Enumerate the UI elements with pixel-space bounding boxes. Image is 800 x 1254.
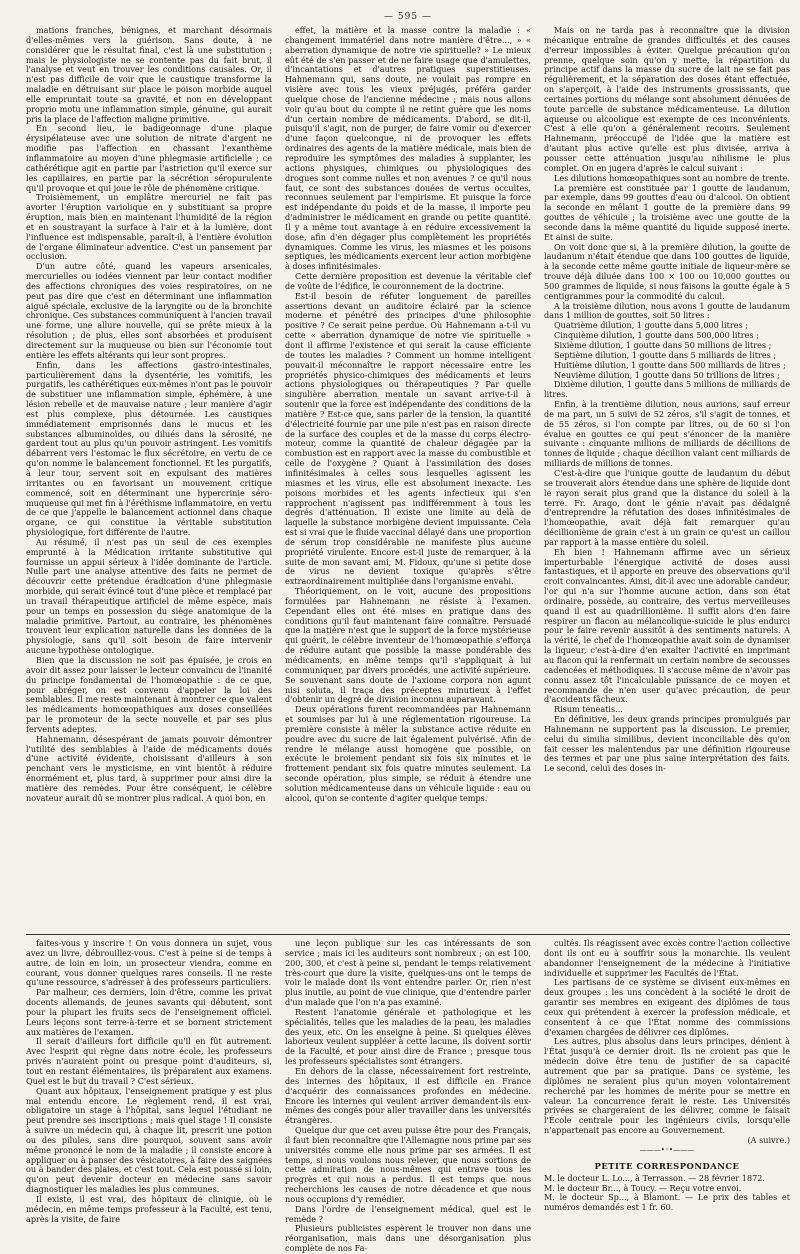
ornament-divider: ———•◦•——— bbox=[639, 1145, 695, 1154]
paragraph: cultés. Ils réagissent avec excès contre l'action collective dont ils ont eu à souffrir sous la monarchie. Ils veulent abandonner l'enseignement de la médecine à l'initiative individuelle et supprimer les Facultés de l'État. bbox=[544, 938, 790, 978]
paragraph: A la troisième dilution, nous avons 1 goutte de laudanum dans 1 million de gouttes, soit 50 litres : bbox=[544, 300, 790, 321]
correspondence-list bbox=[544, 1174, 790, 1213]
paragraph: Mais on ne tarda pas à reconnaître que la division mécanique entraîne de grandes difficultés et des causes d'erreur impossibles à éviter. Quelque précaution qu'on prenne, quelque soin qu'on y mette, la répartition du principe actif dans la masse du sucre de lait ne se fait pas régulièrement, et la séparation des doses étant effectuée, on s'aperçoit, à l'aide des instruments grossissants, que certaines portions du mélange sont absolument dénuées de toute parcelle de substance médicamenteuse. La dilution aqueuse ou alcoolique est exempte de ces inconvénients. C'est à elle qu'on a généralement recours. Seulement Hahnemann, préoccupé de l'idée que la matière est d'autant plus active qu'elle est plus divisée, arriva à pousser cette atténuation jusqu'au nihilisme le plus complet. On en jugera d'après le calcul suivant : bbox=[544, 25, 790, 173]
paragraph: effet, la matière et la masse contre la maladie : « changement immatériel dans notre manière d'être..., » « aberration dynamique de notre vie spirituelle? » Le mieux eût été de s'en passer et de ne faire usage que d'amulettes, d'incantations et d'autres pratiques superstitieuses. Hahnemann qui, sans doute, ne voulait pas rompre en visière avec tous les vieux préjugés, préféra garder quelque chose de l'ancienne médecine ; mais nous allons voir qu'au bout du compte il ne retint guère que les noms d'un certain nombre de médicaments. D'abord, se dit-il, puisqu'il s'agit, non de purger, de faire vomir ou d'exercer d'une façon quelconque, ni de provoquer les effets ordinaires des agents de la matière médicale, mais bien de reproduire les symptômes des maladies à supplanter, les actions physiques, chimiques ou physiologiques des drogues sont comme nulles et non avenues ? ce qu'il nous faut, ce sont des substances douées de vertus occultes, reconnues seulement par l'empirisme. Et puisque la force est indépendante du poids et de la masse, il importe peu d'administrer le médicament en grande ou petite quantité. Il y a même tout avantage à en réduire excessivement la dose, afin d'en dégager plus complètement les propriétés dynamiques. Comme les virus, les miasmes et les poisons septiques, les médicaments exercent leur action morbigène à doses infinitésimales. bbox=[285, 25, 531, 272]
paragraph: Hahnemann, désespérant de jamais pouvoir démontrer l'utilité des semblables à l'aide de médicaments doués d'une activité évidente, choisissant d'ailleurs à son penchant vers le mysticisme, en vint bientôt à réduire énormément et, plus tard, à supprimer pour ainsi dire la matière des remèdes. Pour être conséquent, le célèbre novateur aurait dû se montrer plus radical. A quoi bon, en bbox=[26, 733, 272, 803]
page-number: — 595 — bbox=[384, 12, 432, 22]
paragraph: Quelque dur que cet aveu puisse être pour des Français, il faut bien reconnaître que l'Allemagne nous prime par ses universités comme elle nous prime par ses armées. Il est temps, si nous voulons nous relever, que nous sortions de cette admiration de nous-mêmes qui entrave tous les progrès et qui nous a perdus. Il est temps que nous recherchions les causes de notre décadence et que nous nous occupions d'y remédier. bbox=[285, 1125, 531, 1204]
lower-column-2 bbox=[285, 939, 531, 1254]
paragraph: Bien que la discussion ne soit pas épuisée, je crois en avoir dit assez pour laisser le lecteur convaincu de l'inanité du principe fondamental de l'homœopathie : de ce que, pour abréger, on est convenu d'appeler la loi des semblables. Il me reste maintenant à montrer ce que valent les médicaments homœopathiques aux doses conseillées par le promoteur de la secte nouvelle et par ses plus fervents adeptes. bbox=[26, 655, 272, 734]
lower-column-3 bbox=[544, 939, 790, 1254]
upper-column-1 bbox=[26, 26, 272, 931]
paragraph: Les autres, plus absolus dans leurs principes, dénient à l'État jusqu'à ce dernier droit. Ils ne croient pas que le médecin doive être tenu de justifier de sa capacité autrement que par sa pratique. Dans ce système, les diplômes ne seraient plus qu'un moyen volontairement recherché par les hommes de mérite pour se mettre en valeur. La concurrence ferait le reste. Les Universités privées se chargeraient de les délivrer, comme le faisait l'École centrale pour les ingénieurs civils, lorsqu'elle n'appartenait pas encore au Gouvernement. bbox=[544, 1036, 790, 1136]
paragraph: En second lieu, le badigeonnage d'une plaque érysipélateuse avec une solution de nitrate d'argent ne modifie pas l'affection en chassant l'exanthème inflammatoire au moyen d'une phlegmasie artificielle ; ce cathérétique agit en partie par l'astriction qu'il exerce sur les capillaires, en partie par la sécrétion séropurulente qu'il provoque et qui joue le rôle de phénomène critique. bbox=[26, 123, 272, 193]
correspondence-item: M. le docteur Br..., à Toucy. — Reçu votre envoi. bbox=[544, 1182, 742, 1193]
paragraph: Sixième dilution, 1 goutte dans 50 millions de litres ; bbox=[554, 340, 772, 350]
paragraph: Troisièmement, un emplâtre mercuriel ne fait pas avorter l'éruption variolique en y substituant sa propre éruption, mais bien en maintenant l'humidité de la région et en soustrayant la surface à l'air et à la lumière, dont l'influence est indispensable, paraît-il, à l'entière évolution de l'organe éliminateur adventice. C'est un pansement par occlusion. bbox=[26, 192, 272, 262]
paragraph: Les partisans de ce système se divisent eux-mêmes en deux groupes : les uns concèdent à la société le droit de garantir ses membres en exigeant des diplômes de tous ceux qui prétendent à exercer la profession médicale, et consentent à ce que l'État nomme des commissions d'examen chargées de délivrer ces diplômes. bbox=[544, 977, 790, 1037]
paragraph: Risum teneatis... bbox=[554, 704, 623, 715]
paragraph: Quatrième dilution, 1 goutte dans 5,000 litres ; bbox=[554, 320, 748, 331]
paragraph: En dehors de la classe, nécessairement fort restreinte, des internes des hôpitaux, il est difficile en France d'acquérir des connaissances profondes en médecine. Encore les internes qui veulent arriver demandent-ils eux-mêmes des congés pour aller travailler dans les universités étrangères. bbox=[285, 1065, 531, 1126]
lower-column-1 bbox=[26, 939, 272, 1254]
paragraph: Il existe, il est vrai, des hôpitaux de clinique, où le médecin, en même temps professeur à la Faculté, est tenu, après la visite, de faire bbox=[26, 1193, 272, 1224]
correspondence-item: M. le docteur L. Lo..., à Terrasson. — 28 février 1872. bbox=[544, 1172, 765, 1183]
paragraph: D'un autre côté, quand les vapeurs arsenicales, mercurielles ou iodées viennent par leur contact modifier des affections chroniques des voies respiratoires, on ne peut pas dire que c'est en déterminant une inflammation aiguë spéciale, exclusive de la laryngite ou de la bronchite chronique. Ces substances communiquent à l'ancien travail une forme, une allure nouvelle, qui se prête mieux à la résolution ; de plus, elles sont absorbées et produisent directement sur la muqueuse ou bien sur l'économie tout entière les effets altérants qui leur sont propres. bbox=[26, 261, 272, 360]
paragraph: Au résumé, il n'est pas un seul de ces exemples emprunté à la Médication irritante substitutive qui fournisse un appui sérieux à l'idée dominante de l'article. Nulle part une analyse attentive des faits ne permet de découvrir cette prétendue éradication d'une phlegmasie morbide, qui serait évincé tout d'une pièce et remplacé par un travail thérapeutique artificiel de même espèce, mais pour un temps en possession du siège anatomique de la maladie primitive. Partout, au contraire, les phénomènes trouvent leur explication naturelle dans les données de la physiologie, sans qu'il soit besoin de faire intervenir aucune hypothèse ontologique. bbox=[26, 536, 272, 656]
paragraph: mations franches, bénignes, et marchant désormais d'elles-mêmes vers la guérison. Sans doute, à ne considérer que le résultat final, c'est là une substitution ; mais le physiologiste ne se contente pas du fait brut, il l'analyse et veut en trouver les conditions causales. Or, il n'est pas difficile de voir que le caustique transforme la maladie en détruisant sur place le poison morbide auquel elle empruntait toute sa gravité, et non en développant proprio motu une inflammation simple, génuine, qui aurait pris la place de l'affection maligne primitive. bbox=[26, 25, 272, 124]
paragraph: une leçon publique sur les cas intéressants de son service ; mais ici les auditeurs sont nombreux ; on est 100, 200, 300, et c'est à peine si, pendant le temps relativement très-court que dure la visite, quelques-uns ont le temps de voir le malade dont ils vont entendre parler. Or, rien n'est plus inutile, au point de vue clinique, que d'entendre parler d'un malade que l'on n'a pas examiné. bbox=[285, 938, 531, 1008]
paragraph: Restent l'anatomie générale et pathologique et les spécialités, telles que les maladies de la peau, les maladies des yeux, etc. On les enseigne à peine. Si quelques élèves laborieux veulent suppléer à cette lacune, ils doivent sortir de la Faculté, et pour ainsi dire de France ; presque tous les professeurs spécialistes sont étrangers. bbox=[285, 1006, 531, 1067]
paragraph: Cinquième dilution, 1 goutte dans 500,000 litres ; bbox=[554, 330, 759, 341]
paragraph: Les dilutions homœopathiques sont au nombre de trente. bbox=[554, 172, 790, 183]
correspondence-item: M. le docteur Sp..., à Blamont. — Le prix des tables et numéros demandés est 1 fr. 60. bbox=[544, 1192, 790, 1213]
paragraph: Il serait d'ailleurs fort difficile qu'il en fût autrement. Avec l'esprit qui règne dans notre école, les professeurs privés n'auraient point ou presque point d'auditeurs, si, tout en restant élémentaires, ils préparaient aux examens. Quel est le but du travail ? C'est sérieux. bbox=[26, 1036, 272, 1086]
correspondence-heading: PETITE CORRESPONDANCE bbox=[594, 1160, 740, 1171]
paragraph: Est-il besoin de réfuter longuement de pareilles assertions devant un auditoire éclairé par la science moderne et pénétré des principes d'une philosophie positive ? Ce serait peine perdue. Où Hahnemann a-t-il vu cette « aberration dynamique de notre vie spirituelle » dont il affirme l'existence et qui serait la cause efficiente de toutes les maladies ? Comment un homme intelligent pouvait-il méconnaître le rapport nécessaire entre les propriétés physico-chimiques des médicaments et leurs actions physiologiques ou thérapeutiques ? Par quelle singulière aberration mentale un savant arrive-t-il à soutenir que la force est indépendante des conditions de la matière ? Est-ce que, sans parler de la tension, la quantité d'électricité fournie par une pile n'est pas en raison directe de la surface des couples et de la masse du corps électro-moteur, comme la quantité de chaleur dégagée par la combustion est en rapport avec la masse du combustible et celle de l'oxygène ? Quant à l'assimilation des doses infinitésimales à celles sous lesquelles agissent les miasmes et les virus, elle est absolument inexacte. Les poisons morbides et les agents infectieux qui s'en rapprochent n'agissent pas indifféremment à tous les degrés d'atténuation. Il existe une limite au delà de laquelle la substance morbigène devient impuissante. Cela est si vrai que le fluide vaccinal délayé dans une proportion de sérum trop considérable ne manifeste plus aucune propriété virulente. Encore est-il juste de remarquer, à la suite de mon savant ami, M. Fidoux, qu'une si petite dose de virus ne devient toxique qu'après s'être extraordinairement multipliée dans l'organisme envahi. bbox=[285, 290, 531, 587]
paragraph: Huitième dilution, 1 goutte dans 500 milliards de litres ; bbox=[554, 359, 786, 370]
paragraph: La première est constituée par 1 goutte de laudanum, par exemple, dans 99 gouttes d'eau ou d'alcool. On obtient la seconde en mêlant 1 goutte de la première dans 99 gouttes de véhicule ; la troisième avec une goutte de la seconde dans la même quantité du liquide supposé inerte. Et ainsi de suite. bbox=[544, 182, 790, 242]
section-divider-rule bbox=[26, 934, 790, 935]
paragraph: Par malheur, ces derniers, loin d'être, comme les privat docents allemands, de jeunes savants qui débutent, sont pour la plupart les fruits secs de l'enseignement officiel. Leurs leçons sont terre-à-terre et se bornent strictement aux matières de l'examen. bbox=[26, 987, 272, 1037]
paragraph: Septième dilution, 1 goutte dans 5 milliards de litres ; bbox=[554, 349, 777, 360]
paragraph: Cette dernière proposition est devenue la véritable clef de voûte de l'édifice, le couronnement de la doctrine. bbox=[285, 271, 531, 291]
paragraph: Neuvième dilution, 1 goutte dans 50 trillions de litres ; bbox=[554, 369, 780, 380]
upper-column-3 bbox=[544, 26, 790, 931]
paragraph: C'est-à-dire que l'unique goutte de laudanum du début se trouverait alors étendue dans une sphère de liquide dont le rayon serait plus grand que la distance du soleil à la terre. Fr. Arago, dont le génie n'avait pas dédaigné d'entreprendre la réfutation des doses infinitésimales de l'homœopathie, avait déjà fait remarquer qu'au décillionième de grain c'est à un grain ce qu'est un caillou par rapport à la masse entière du soleil. bbox=[544, 467, 790, 547]
paragraph: Eh bien ! Hahnemann affirme avec un sérieux imperturbable l'énergique activité de doses aussi fantastiques, et il apporte en preuve des observations qu'il croit convaincantes. Ainsi, dit-il avec une adorable candeur, l'or qui n'a sur l'homme aucune action, dans son état ordinaire, possède, au contraire, des vertus merveilleuses quand il est au quadrillionième. Il suffit alors d'en faire respirer un flacon au mélancolique-suicide le plus endurci pour le faire revenir aussitôt à des sentiments naturels. A la vérité, le chef de l'homœopathie avait soin de dynamiser la liqueur, c'est-à-dire d'en exalter l'activité en imprimant au flacon qui la renfermait un certain nombre de secousses cadencées et méthodiques. Il s'accuse même de n'avoir pas connu assez tôt l'incalculable puissance de ce moyen et recommande de n'en user qu'avec précaution, de peur d'accidents fâcheux. bbox=[544, 546, 790, 705]
lower-article bbox=[26, 938, 790, 1254]
paragraph: En définitive, les deux grands principes promulgués par Hahnemann ne supportent pas la discussion. Le premier, celui du similia similibus, devient inconciliable dès qu'on fait cesser les malentendus par une définition rigoureuse des termes et par une plus saine interprétation des faits. Le second, celui des doses in- bbox=[544, 714, 790, 774]
paragraph: faites-vous y inscrire ! On vous donnera un sujet, vous avez un livre, débrouillez-vous. C'est à peine si de temps à autre, de loin en loin, un prosecteur viendra, comme en courant, vous donner quelques rares conseils. Il ne reste qu'une ressource, s'adresser à des professeurs particuliers. bbox=[26, 938, 272, 988]
paragraph: Enfin, dans les affections gastro-intestinales, particulièrement dans la dysentérie, les vomitifs, les purgatifs, les cathérétiques eux-mêmes n'ont pas le pouvoir de substituer une inflammation simple, éphémère, à une lésion rebelle et de mauvaise nature ; leur manière d'agir est plus complexe, plus détournée. Les caustiques immédiatement emprisonnés dans le mucus et les substances albuminoïdes, ou dilués dans la sérosité, ne gardent tout au plus qu'un pouvoir astringent. Les vomitifs débarrent vers l'estomac le flux sécrétoire, en vertu de ce qu'on nomme le balancement fonctionnel. Et les purgatifs, à leur tour, servent soit en expulsant des matières irritantes ou en favorisant un mouvement critique commencé, soit en déterminant une hypercrinie séro-muqueuse qui met fin à l'éréthisme inflammatoire, en vertu de ce que j'appelle le balancement actionnel dans chaque organe, ce qui constitue la véritable substitution physiologique, fort différente de l'autre. bbox=[26, 359, 272, 538]
paragraph: Théoriquement, on le voit, aucune des propositions formulées par Hahnemann ne résiste à l'examen. Cependant elles ont été mises en pratique dans des conditions qu'il faut maintenant faire connaître. Persuadé que la matière n'est que le support de la force mystérieuse qui guérit, le célèbre inventeur de l'homœopathie s'efforça de réduire autant que possible la masse pondérable des médicaments, en même temps qu'il s'appliquait à lui communiquer, par divers procédés, une activité supérieure. Se souvenant sans doute de l'axiome corpora non agunt nisi soluta, il traça des préceptes minutieux à l'effet d'obtenir un degré de division inconnu auparavant. bbox=[285, 586, 531, 705]
paragraph: Dans l'ordre de l'enseignement médical, quel est le remède ? bbox=[285, 1203, 531, 1224]
upper-column-2 bbox=[285, 26, 531, 931]
upper-article bbox=[26, 26, 790, 931]
paragraph: Dixième dilution, 1 goutte dans 5 millions de milliards de litres. bbox=[544, 379, 790, 400]
paragraph: Quant aux hôpitaux, l'enseignement pratique y est plus mal entendu encore. Le règlement rend, il est vrai, obligatoire un stage à l'hôpital, sans lequel l'étudiant ne peut prendre ses inscriptions ; mais quel stage ! Il consiste à suivre un médecin qui, à chaque lit, prescrit une potion ou des pilules, sans dire pourquoi, souvent sans avoir même prononcé le nom de la maladie ; il consiste encore à appliquer ou à panser des vésicatoires, à faire des saignées ou à bander des plaies, et c'est tout. Cela est poussé si loin, qu'on peut devenir docteur en médecine sans savoir diagnostiquer les maladies les plus communes. bbox=[26, 1085, 272, 1195]
paragraph: Deux opérations furent recommandées par Hahnemann et soumises par lui à une réglementation rigoureuse. La première consiste à mêler la substance active réduite en poudre avec du sucre de lait également pulvérisé. Afin de rendre le mélange aussi homogène que possible, on exécute le broiement pendant six fois six minutes et le frottement pendant six fois quatre minutes seulement. La seconde opération, plus simple, se réduit à étendre une solution médicamenteuse dans un véhicule liquide : eau ou alcool, qu'on se contente d'agiter quelque temps. bbox=[285, 704, 531, 803]
paragraph: Enfin, à la trentième dilution, nous aurions, sauf erreur de ma part, un 5 suivi de 52 zéros, s'il s'agit de tonnes, et de 55 zéros, si l'on compte par litres, ou de 60 si l'on évalue en gouttes ce qui peut s'énoncer de la manière suivante : cinquante millions de milliards de décillions de tonnes de liquide ; chaque décillion valant cent milliards de milliards de millions de tonnes. bbox=[544, 399, 790, 469]
paragraph: Plusieurs publicistes espèrent le trouver non dans une réorganisation, mais dans une désorganisation plus complète de nos Fa- bbox=[285, 1223, 531, 1254]
paragraph: On voit donc que si, à la première dilution, la goutte de laudanum n'était étendue que dans 100 gouttes de liquide, à la seconde cette même goutte initiale de liqueur-mère se trouve déjà diluée dans 100 × 100 ou 10,000 gouttes ou 500 grammes de liquide, si nous faisons la goutte égale à 5 centigrammes pour la commodité du calcul. bbox=[544, 241, 790, 301]
to-be-continued: (A suivre.) bbox=[747, 1134, 790, 1145]
